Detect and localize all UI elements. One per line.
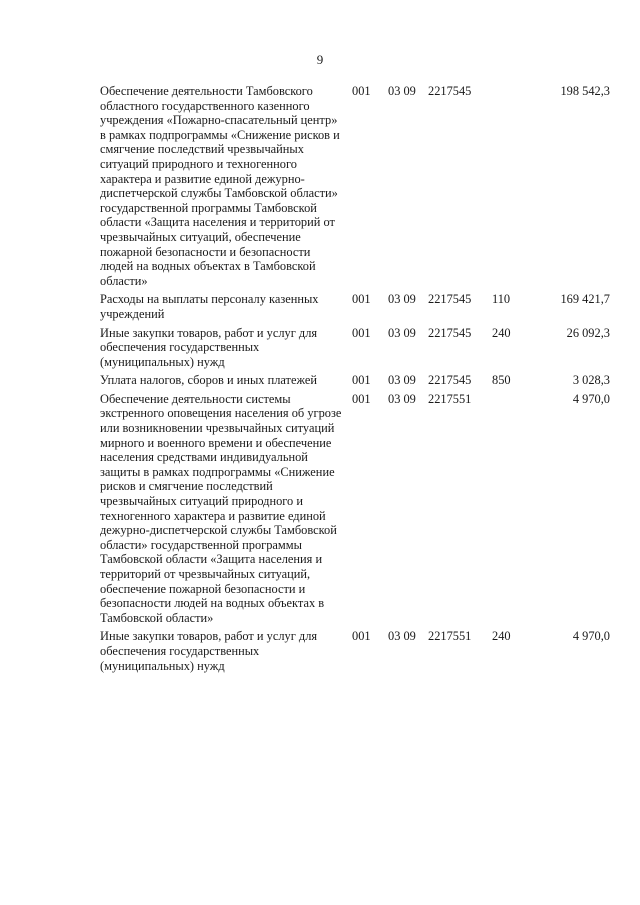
row-name: Иные закупки товаров, работ и услуг для обеспечения государственных (муниципальных) нужд <box>100 629 318 673</box>
row-section-code: 03 09 <box>388 325 416 340</box>
row-name: Иные закупки товаров, работ и услуг для обеспечения государственных (муниципальных) нужд <box>100 325 318 369</box>
row-sum: 26 092,3 <box>566 325 610 340</box>
row-ved-code: 001 <box>352 84 371 98</box>
row-sum: 198 542,3 <box>560 84 610 98</box>
table-row <box>100 326 610 370</box>
page-number: 9 <box>316 52 324 67</box>
row-target-code: 2217545 <box>428 325 472 340</box>
row-name: Уплата налогов, сборов и иных платежей <box>100 373 318 388</box>
row-target-code: 2217545 <box>428 373 472 388</box>
table-row <box>100 292 610 321</box>
row-sum: 3 028,3 <box>572 373 610 388</box>
row-target-code: 2217545 <box>428 84 472 98</box>
row-section-code: 03 09 <box>388 629 416 644</box>
table-row <box>100 84 610 288</box>
row-expense-type <box>492 84 538 288</box>
row-name: Расходы на выплаты персоналу казенных учреждений <box>100 292 319 321</box>
row-section-code: 03 09 <box>388 391 416 406</box>
row-target-code: 2217545 <box>428 292 472 307</box>
table-row <box>100 392 610 626</box>
row-ved-code: 001 <box>352 629 371 644</box>
row-expense-type <box>492 392 538 626</box>
table-row <box>100 373 610 388</box>
row-expense-type: 240 <box>492 325 511 340</box>
row-name: Обеспечение деятельности Тамбовского областного государственного казенного учреждения «Пожарно-спасательный центр» в рамках подпрограммы «Снижение рисков и смягчение последствий чрезвычайных ситуаций природного и техногенного характера и развитие единой дежурно-диспетчерской службы Тамбовской области» государственной программы Тамбовской области «Защита населения и территорий от чрезвычайных ситуаций, обеспечение пожарной безопасности и безопасности людей на водных объектах в Тамбовской области» <box>100 84 340 288</box>
row-target-code: 2217551 <box>428 629 472 644</box>
row-sum: 4 970,0 <box>572 391 610 406</box>
row-expense-type: 850 <box>492 373 511 388</box>
row-ved-code: 001 <box>352 391 371 406</box>
row-section-code: 03 09 <box>388 84 416 98</box>
table-row <box>100 629 610 673</box>
row-expense-type: 240 <box>492 629 511 644</box>
row-ved-code: 001 <box>352 292 371 307</box>
row-expense-type: 110 <box>492 292 511 307</box>
row-target-code: 2217551 <box>428 391 472 406</box>
row-ved-code: 001 <box>352 373 371 388</box>
row-name: Обеспечение деятельности системы экстренного оповещения населения об угрозе или возникновении чрезвычайных ситуаций мирного и военного времени и обеспечение населения средствами индивидуальной защиты в рамках подпрограммы «Снижение рисков и смягчение последствий чрезвычайных ситуаций природного и техногенного характера и развитие единой дежурно-диспетчерской службы Тамбовской области» государственной программы Тамбовской области «Защита населения и территорий от чрезвычайных ситуаций, обеспечение пожарной безопасности и безопасности людей на водных объектах в Тамбовской области» <box>100 391 342 625</box>
row-ved-code: 001 <box>352 325 371 340</box>
row-sum: 4 970,0 <box>572 629 610 644</box>
row-section-code: 03 09 <box>388 292 416 307</box>
row-section-code: 03 09 <box>388 373 416 388</box>
budget-table <box>100 84 610 673</box>
row-sum: 169 421,7 <box>560 292 610 307</box>
